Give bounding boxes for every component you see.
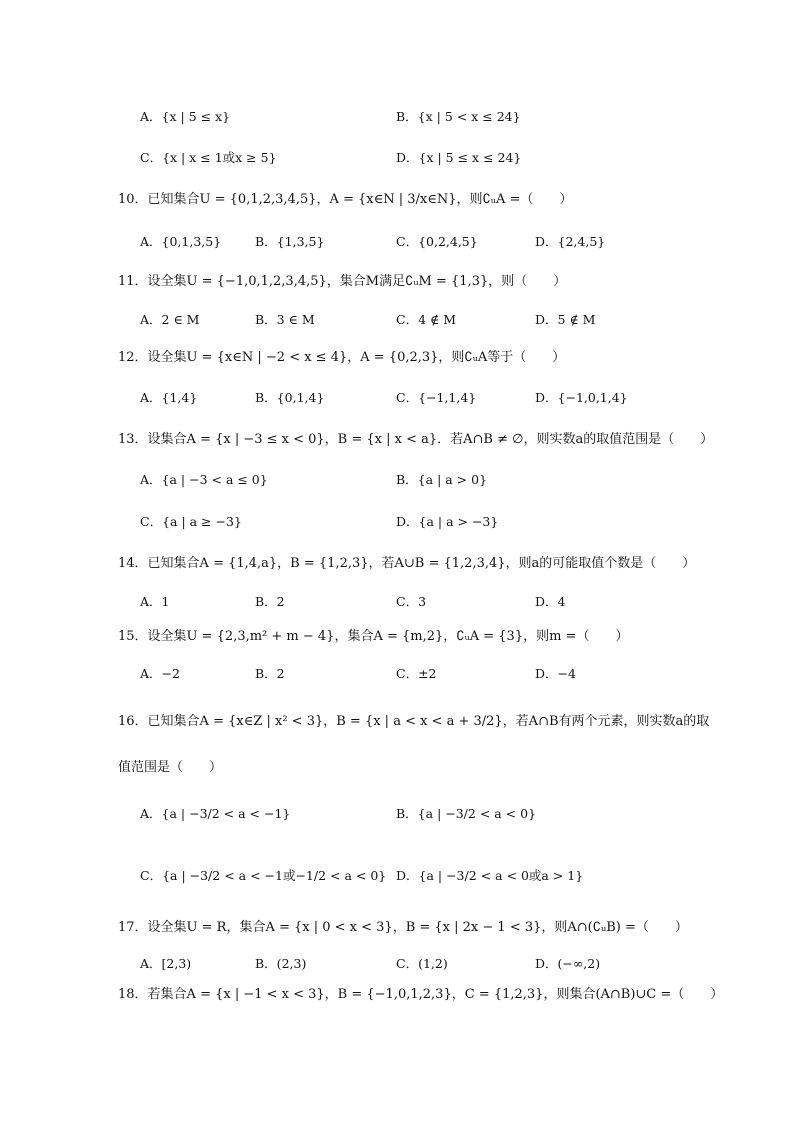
q12-option-a: A．{1,4}: [140, 390, 198, 405]
q9-option-c: C．{x | x ≤ 1或x ≥ 5}: [140, 150, 277, 165]
q10-option-a: A．{0,1,3,5}: [140, 234, 222, 249]
q17-option-d: D．(−∞,2): [535, 956, 601, 971]
q16-option-b: B．{a | −3/2 < a < 0}: [396, 806, 537, 821]
q15-option-c: C．±2: [396, 666, 437, 681]
q11-option-c: C．4 ∉ M: [396, 312, 457, 327]
q15-option-a: A．−2: [140, 666, 180, 681]
q9-option-d: D．{x | 5 ≤ x ≤ 24}: [396, 150, 522, 165]
q17-option-c: C．(1,2): [396, 956, 448, 971]
q10-option-c: C．{0,2,4,5}: [396, 234, 478, 249]
q13-option-d: D．{a | a > −3}: [396, 514, 499, 529]
q10-option-b: B．{1,3,5}: [255, 234, 325, 249]
q13-option-b: B．{a | a > 0}: [396, 472, 488, 487]
q16-stem: 16．已知集合A = {x∈Z | x² < 3}，B = {x | a < x < a + 3/2}，若A∩B有两个元素，则实数a的取: [118, 714, 710, 729]
q16-stem-continuation: 值范围是（ ）: [118, 760, 223, 775]
q14-option-c: C．3: [396, 594, 427, 609]
q9-option-a: A．{x | 5 ≤ x}: [140, 109, 231, 124]
q17-stem: 17．设全集U = R，集合A = {x | 0 < x < 3}，B = {x | 2x − 1 < 3}，则A∩(∁ᵤB) =（ ）: [118, 920, 688, 935]
q11-stem: 11．设全集U = {−1,0,1,2,3,4,5}，集合M满足∁ᵤM = {1,3}，则（ ）: [118, 274, 567, 289]
q17-option-b: B．(2,3): [255, 956, 307, 971]
q15-option-b: B．2: [255, 666, 285, 681]
q10-stem: 10．已知集合U = {0,1,2,3,4,5}，A = {x∈N | 3/x∈N}，则∁ᵤA =（ ）: [118, 192, 573, 207]
q16-option-a: A．{a | −3/2 < a < −1}: [140, 806, 291, 821]
q16-option-c: C．{a | −3/2 < a < −1或−1/2 < a < 0}: [140, 868, 387, 883]
q12-option-b: B．{0,1,4}: [255, 390, 325, 405]
q12-option-d: D．{−1,0,1,4}: [535, 390, 628, 405]
q18-stem: 18．若集合A = {x | −1 < x < 3}，B = {−1,0,1,2,3}，C = {1,2,3}，则集合(A∩B)∪C =（ ）: [118, 987, 724, 1002]
q12-option-c: C．{−1,1,4}: [396, 390, 477, 405]
q15-option-d: D．−4: [535, 666, 576, 681]
q14-stem: 14．已知集合A = {1,4,a}，B = {1,2,3}，若A∪B = {1,2,3,4}，则a的可能取值个数是（ ）: [118, 556, 696, 571]
q13-stem: 13．设集合A = {x | −3 ≤ x < 0}，B = {x | x < a}．若A∩B ≠ ∅，则实数a的取值范围是（ ）: [118, 432, 714, 447]
q13-option-a: A．{a | −3 < a ≤ 0}: [140, 472, 268, 487]
q9-option-b: B．{x | 5 < x ≤ 24}: [396, 109, 521, 124]
q13-option-c: C．{a | a ≥ −3}: [140, 514, 242, 529]
q16-option-d: D．{a | −3/2 < a < 0或a > 1}: [396, 868, 584, 883]
q10-option-d: D．{2,4,5}: [535, 234, 606, 249]
q11-option-a: A．2 ∈ M: [140, 312, 200, 327]
q14-option-b: B．2: [255, 594, 285, 609]
q11-option-d: D．5 ∉ M: [535, 312, 596, 327]
q14-option-d: D．4: [535, 594, 566, 609]
q15-stem: 15．设全集U = {2,3,m² + m − 4}，集合A = {m,2}，∁ᵤA = {3}，则m =（ ）: [118, 629, 629, 644]
q17-option-a: A．[2,3): [140, 956, 192, 971]
q14-option-a: A．1: [140, 594, 170, 609]
q11-option-b: B．3 ∈ M: [255, 312, 315, 327]
q12-stem: 12．设全集U = {x∈N | −2 < x ≤ 4}，A = {0,2,3}，则∁ᵤA等于（ ）: [118, 350, 566, 365]
